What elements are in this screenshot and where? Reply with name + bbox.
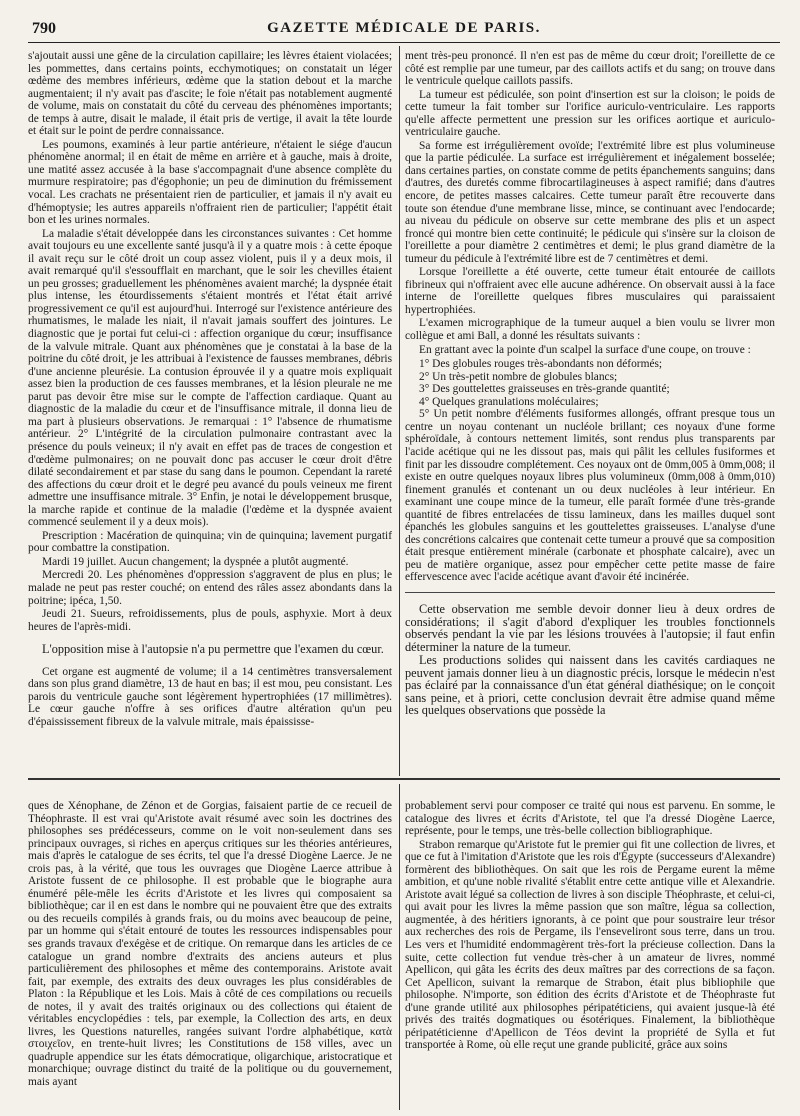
paragraph: probablement servi pour composer ce traité qui nous est parvenu. En somme, le catalogue des livres et écrits d'Aristote, tel que l'a dressé Diogène Laerce, représente, pour le temps, une très-belle collection bibliographique.: [405, 800, 775, 838]
paragraph: Les productions solides qui naissent dans les cavités cardiaques ne peuvent jamais donner lieu à un diagnostic précis, lorsque le médecin n'est pas éclairé par la connaissance d'un état général diathésique; on le conçoit sans peine, et à priori, cette conclusion devrait être admise quand même les quelques observations que possède la: [405, 653, 775, 718]
paragraph: Mardi 19 juillet. Aucun changement; la dyspnée a plutôt augmenté.: [42, 555, 349, 568]
paragraph: Jeudi 21. Sueurs, refroidissements, plus de pouls, asphyxie. Mort à deux heures de l'après-midi.: [28, 608, 392, 633]
paragraph: Cet organe est augmenté de volume; il a 14 centimètres transversalement dans son plus grand diamètre, 13 de haut en bas; il est mou, peu consistant. Les parois du ventricule gauche sont légèrement hypertrophiées (17 millimètres). Le cœur gauche n'offre à ses orifices d'autre altération qu'un peu d'épaississement fibreux de la valvule mitrale, mais épaississe-: [28, 665, 392, 728]
page-number: 790: [32, 20, 56, 37]
list-item: 3° Des gouttelettes graisseuses en très-grande quantité;: [419, 383, 670, 396]
paragraph: ment très-peu prononcé. Il n'en est pas de même du cœur droit; l'oreillette de ce côté est remplie par une tumeur, par des caillots actifs et du sang; on trouve dans le ventricule quelque caillots passifs.: [405, 50, 775, 88]
paragraph: La maladie s'était développée dans les circonstances suivantes : Cet homme avait toujours eu une excellente santé jusqu'à il y a quatre mois : à cette époque il avait reçu sur le côté droit un coup assez violent, puis il y a deux mois, il avait remarqué qu'il s'essoufflait en marchant, que le soir les chevilles étaient un peu grosses; graduellement les phénomènes avaient marché; la dyspnée était plus intense, les étourdissements s'étaient montrés et l'état était arrivé progressivement ce qu'il est aujourd'hui. Interrogé sur l'existence antérieure des rhumatismes, le malade les niait, il n'avait jamais souffert des jointures. Le diagnostic que je portai fut celui-ci : affection organique du cœur; insuffisance de la valvule mitrale. Quant aux phénomènes que je constatai à la base de la poitrine du côté droit, je les attribuai à l'existence de fausses membranes, débris d'une ancienne pleurésie. La contusion éprouvée il y a quatre mois expliquait assez bien la production de ces fausses membranes, et la lésion pleurale ne me parut pas devoir être mise sur le compte de l'affection cardiaque. Quant au diagnostic de la maladie du cœur et de l'insuffisance mitrale, il donna lieu de ma part à plusieurs observations. Je remarquai : 1° l'absence de rhumatisme antérieur. 2° L'intégrité de la circulation pulmonaire contrastant avec la présence du pouls veineux; il n'y avait en effet pas de traces de congestion et d'œdème pulmonaires; on ne pouvait donc pas accuser le cœur droit d'être dilaté secondairement et par stase du sang dans le poumon. Cependant la rareté des affections du cœur droit et le degré peu avancé du pouls veineux me firent admettre une insuffisance mitrale. 3° Enfin, je notai le développement brusque, la marche rapide et continue de la maladie (l'œdème et la dyspnée avaient commencé seulement il y a deux mois).: [28, 227, 392, 529]
paragraph: ques de Xénophane, de Zénon et de Gorgias, faisaient partie de ce recueil de Théophraste. Il est vrai qu'Aristote avait résumé avec soin les doctrines des philosophes ses prédécesseurs, comme on le voit non-seulement dans ses principaux ouvrages, si riches en aperçus critiques sur les théories antérieures, mais d'après le catalogue de ses écrits, tel que l'a dressé Diogène Laerce. Je ne crois pas, à la vérité, que tous les ouvrages que Diogène Laerce attribue à Aristote fussent de ce philosophe. Il est probable que le biographe aura énuméré pêle-mêle les écrits d'Aristote et les livres qui composaient sa bibliothèque; car il en est dans le nombre qui ne pouvaient être que des extraits ou des recueils compilés à grands frais, ou du moins avec beaucoup de peine, par un homme qui s'était entouré de toutes les ressources indispensables pour ses grands travaux d'exégèse et de critique. On remarque dans les articles de ce catalogue un grand nombre d'extraits des anciens auteurs et plus particulièrement des philosophes et même des contemporains. Aristote avait fait, par exemple, des extraits des deux ouvrages les plus considérables de Platon : la République et les Lois. Mais à côté de ces compilations ou recueils de notes, il y avait des traités originaux ou des collections qui étaient de véritables encyclopédies : tels, par exemple, la Collection des arts, en deux livres, les Questions naturelles, rangées suivant l'ordre alphabétique, κατὰ στοιχεῖον, en trente-huit livres; les Constitutions de 158 villes, avec un quadruple appendice sur les états démocratique, oligarchique, aristocratique et monarchique; ouvrage distinct du traité de la politique ou du gouvernement, mais ayant: [28, 800, 392, 1089]
page-header: [28, 16, 780, 43]
paragraph: Mercredi 20. Les phénomènes d'oppression s'aggravent de plus en plus; le malade ne peut pas rester couché; on entend des râles assez abondants dans la poitrine; ipéca, 1,50.: [28, 569, 392, 607]
list-item: 5° Un petit nombre d'éléments fusiformes allongés, offrant presque tous un centre un noyau contenant un nucléole brillant; ces noyaux d'une forme sphéroïdale, à contours nettement limités, sont rendus plus transparents par l'acide acétique qui ne les dissout pas, mais qui pâlit les cellules fusiformes et finit par les dissoudre complétement. Ces noyaux ont de 0mm,005 à 0mm,008; il existe en outre quelques noyaux libres plus volumineux (0mm,008 à 0mm,010) finement granulés et contenant un ou deux nucléoles à leur intérieur. En examinant une coupe mince de la tumeur, elle paraît formée d'une très-grande quantité de fibres entrelacées de tissu lamineux, dans les mailles duquel sont épanchés les globules sanguins et les gouttelettes graisseuses. L'analyse d'une des concrétions calcaires que contenait cette tumeur a prouvé que sa composition était presque entièrement minérale (carbonate et phosphate calcaire), avec un peu de matière organique, assez pour empêcher cette petite masse de faire effervescence avec l'acide acétique avant d'avoir été incinérée.: [405, 408, 775, 584]
paragraph: Les poumons, examinés à leur partie antérieure, n'étaient le siége d'aucun phénomène anormal; il en était de même en arrière et à gauche, mais à droite, une matité assez accusée à la base s'accompagnait d'une absence complète du murmure respiratoire; pas d'égophonie; un peu de diminution du frémissement vocal. Les crachats ne présentaient rien de particulier, et jamais il n'y avait eu d'hémoptysie; les autres appareils n'offraient rien de particulier; l'appétit était bon et les urines normales.: [28, 138, 392, 227]
paragraph: En grattant avec la pointe d'un scalpel la surface d'une coupe, on trouve :: [419, 343, 751, 356]
right-column-top: [405, 50, 775, 770]
paragraph: Cette observation me semble devoir donner lieu à deux ordres de considérations; il s'agit d'abord d'expliquer les troubles fonctionnels observés pendant la vie par les lésions trouvées à l'autopsie; il faut enfin déterminer la nature de la tumeur.: [405, 601, 775, 654]
paragraph: L'examen micrographique de la tumeur auquel a bien voulu se livrer mon collègue et ami Ball, a donné les résultats suivants :: [405, 317, 775, 343]
left-column-top: [28, 50, 392, 770]
micrographic-results-list: [405, 358, 775, 584]
column-divider: [399, 784, 400, 1110]
paragraph: Prescription : Macération de quinquina; vin de quinquina; lavement purgatif pour combattre la constipation.: [28, 529, 392, 555]
paragraph: s'ajoutait aussi une gêne de la circulation capillaire; les lèvres étaient violacées; les pommettes, dans certains points, ecchymotiques; on constatait un léger œdème des membres inférieurs, œdème que la station debout et la marche augmentaient; il n'y avait pas d'ascite; le foie n'était pas notablement augmenté de volume, mais on constatait du côté du cerveau des phénomènes importants; de temps à autre, disait le malade, il était pris de vertige, il avait la tête lourde et était sur le point de perdre connaissance.: [28, 50, 392, 138]
column-divider: [399, 46, 400, 776]
section-divider: [405, 592, 775, 593]
feuilleton-divider: [28, 778, 780, 780]
list-item: 1° Des globules rouges très-abondants non déformés;: [419, 358, 663, 371]
paragraph: Strabon remarque qu'Aristote fut le premier qui fit une collection de livres, et que ce fut à l'imitation d'Aristote que les rois d'Égypte (successeurs d'Alexandre) formèrent des bibliothèques. On sait que les rois de Pergame eurent la même ambition, et qu'une noble rivalité s'établit entre cette antique ville et Alexandrie. Aristote avait légué sa collection de livres à son disciple Théophraste, et celui-ci, qui avait pour les livres la même passion que son maître, légua sa collection, augmentée, à des héritiers ignorants, à ce point que pour soustraire leur trésor aux recherches des rois de Pergame, ils l'enseveliront sous terre, dans un trou. Les vers et l'humidité endommagèrent très-fort la précieuse collection. Dans la suite, cette collection fut vendue très-cher à un amateur de livres, nommé Apellicon, qui gâta les écrits des deux maîtres par des corrections de sa façon. Cet Apellicon, suivant la remarque de Strabon, était plus bibliophile que philosophe. N'importe, son édition des écrits d'Aristote et de Théophraste fut d'une grande utilité aux philosophes péripatéticiens, qui avaient jusque-là été privés des traités dogmatiques ou ésotériques. Finalement, la bibliothèque péripatéticienne d'Apellicon de Téos devint la propriété de Sylla et fut transportée à Rome, où elle reçut une grande publicité, grâce aux soins: [405, 838, 775, 1052]
list-item: 2° Un très-petit nombre de globules blancs;: [419, 370, 618, 383]
paragraph: La tumeur est pédiculée, son point d'insertion est sur la cloison; le poids de cette tumeur la fait tomber sur l'orifice auriculo-ventriculaire. Les rapports qu'elle affecte permettent une pression sur les orifices aortique et auriculo-ventriculaire gauche.: [405, 88, 775, 139]
left-column-bottom: [28, 800, 392, 1110]
paragraph: Lorsque l'oreillette a été ouverte, cette tumeur était entourée de caillots fibrineux qui n'offraient avec elle aucune adhérence. On observait aussi à la face interne de l'oreillette quelques fibres musculaires qui paraissaient hypertrophiées.: [405, 266, 775, 316]
paragraph: Sa forme est irrégulièrement ovoïde; l'extrémité libre est plus volumineuse que la partie pédiculée. La surface est irrégulièrement et inégalement bosselée; dans certaines parties, on constate comme de petits épanchements sanguins; dans d'autres, des duretés comme fibrocartilagineuses à aspect ramifié; dans d'autres encore, de petites masses calcaires. Cette tumeur paraît être recouverte dans toute son étendue d'une membrane lisse, mince, se continuant avec l'endocarde; au niveau du pédicule on observe sur cette membrane des plis et un aspect froncé qui montre bien cette continuité; le pédicule qui s'insère sur la cloison de l'oreillette a pour diamètre 2 centimètres et demi; le plus grand diamètre de la tumeur du pédicule à l'extrémité libre est de 7 centimètres et demi.: [405, 139, 775, 265]
right-column-bottom: [405, 800, 775, 1110]
journal-title: GAZETTE MÉDICALE DE PARIS.: [267, 20, 541, 36]
list-item: 4° Quelques granulations moléculaires;: [419, 395, 599, 408]
paragraph: L'opposition mise à l'autopsie n'a pu permettre que l'examen du cœur.: [42, 642, 384, 657]
